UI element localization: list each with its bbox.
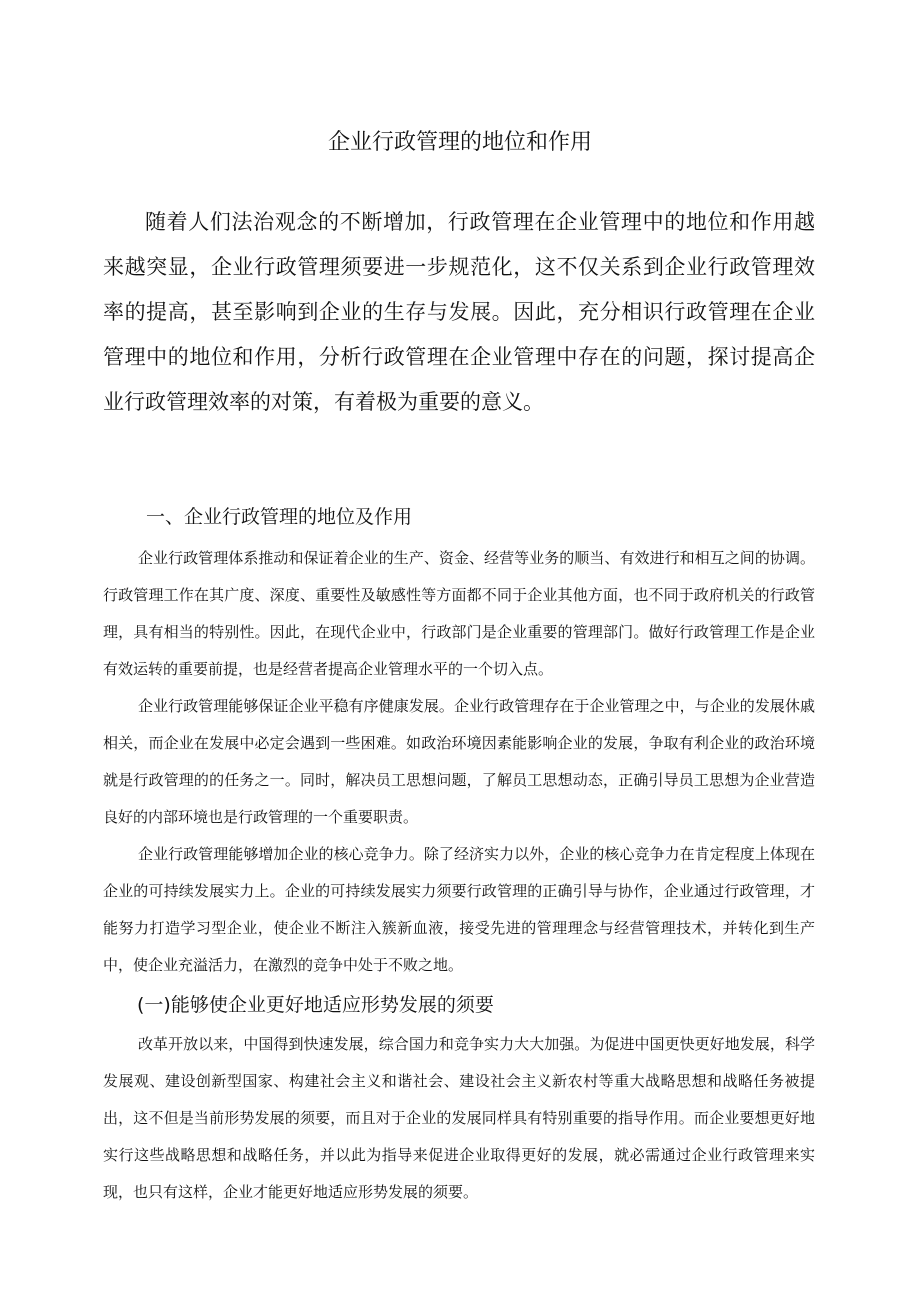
section-2-body bbox=[103, 1026, 815, 1211]
section-2-paragraph-1: 改革开放以来，中国得到快速发展，综合国力和竞争实力大大加强。为促进中国更快更好地发展，科学发展观、建设创新型国家、构建社会主义和谐社会、建设社会主义新农村等重大战略思想和战略任务被提出，这不但是当前形势发展的须要，而且对于企业的发展同样具有特别重要的指导作用。而企业要想更好地实行这些战略思想和战略任务，并以此为指导来促进企业取得更好的发展，就必需通过企业行政管理来实现，也只有这样，企业才能更好地适应形势发展的须要。 bbox=[103, 1035, 815, 1201]
section-2-heading: (一)能够使企业更好地适应形势发展的须要 bbox=[137, 994, 494, 1016]
section-1-paragraph-2: 企业行政管理能够保证企业平稳有序健康发展。企业行政管理存在于企业管理之中，与企业的发展休戚相关，而企业在发展中必定会遇到一些困难。如政治环境因素能影响企业的发展，争取有利企业的政治环境就是行政管理的的任务之一。同时，解决员工思想问题，了解员工思想动态，正确引导员工思想为企业营造良好的内部环境也是行政管理的一个重要职责。 bbox=[103, 697, 815, 826]
section-1-body bbox=[103, 540, 815, 984]
section-1-paragraph-1: 企业行政管理体系推动和保证着企业的生产、资金、经营等业务的顺当、有效进行和相互之间的协调。行政管理工作在其广度、深度、重要性及敏感性等方面都不同于企业其他方面，也不同于政府机关的行政管理，具有相当的特别性。因此，在现代企业中，行政部门是企业重要的管理部门。做好行政管理工作是企业有效运转的重要前提，也是经营者提高企业管理水平的一个切入点。 bbox=[103, 549, 815, 678]
section-1-heading: 一、企业行政管理的地位及作用 bbox=[146, 506, 413, 528]
document-title: 企业行政管理的地位和作用 bbox=[327, 130, 592, 155]
intro-paragraph: 随着人们法治观念的不断增加，行政管理在企业管理中的地位和作用越来越突显，企业行政管理须要进一步规范化，这不仅关系到企业行政管理效率的提高，甚至影响到企业的生存与发展。因此，充分相识行政管理在企业管理中的地位和作用，分析行政管理在企业管理中存在的问题，探讨提高企业行政管理效率的对策，有着极为重要的意义。 bbox=[103, 210, 815, 414]
section-1-paragraph-3: 企业行政管理能够增加企业的核心竞争力。除了经济实力以外，企业的核心竞争力在肯定程度上体现在企业的可持续发展实力上。企业的可持续发展实力须要行政管理的正确引导与协作，企业通过行政管理，才能努力打造学习型企业，使企业不断注入簇新血液，接受先进的管理理念与经营管理技术，并转化到生产中，使企业充溢活力，在激烈的竞争中处于不败之地。 bbox=[103, 845, 815, 974]
